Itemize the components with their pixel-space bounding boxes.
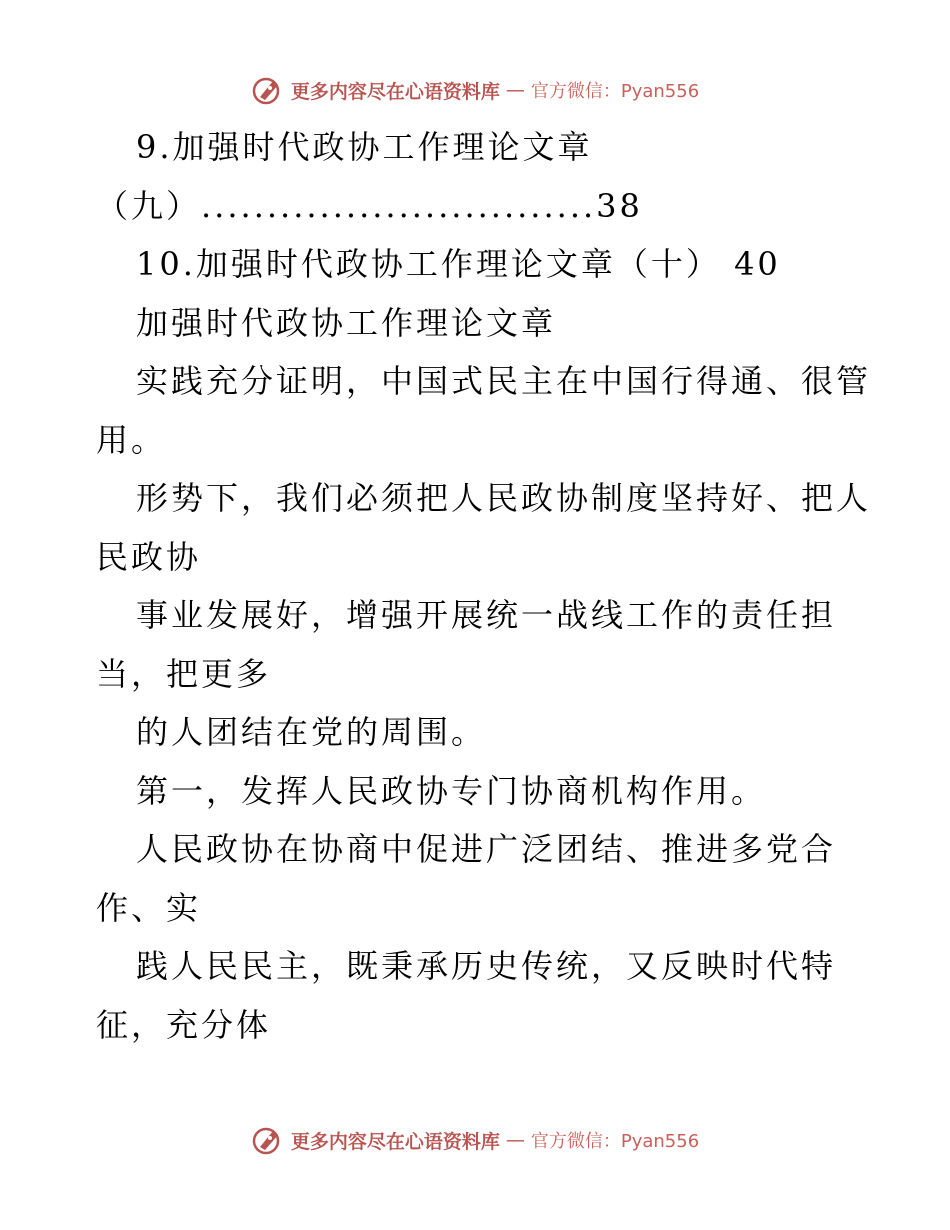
header-watermark-banner	[0, 70, 950, 110]
paragraph-line: 形势下，我们必须把人民政协制度坚持好、把人	[136, 479, 872, 517]
toc-line: （九）..............................38	[96, 186, 643, 225]
paragraph-line: 用。	[96, 420, 167, 459]
paragraph-line: 第一，发挥人民政协专门协商机构作用。	[136, 771, 767, 810]
article-title: 加强时代政协工作理论文章	[136, 303, 557, 342]
footer-watermark-banner	[0, 1120, 950, 1160]
watermark-dash: —	[505, 79, 525, 101]
watermark-wechat: 官方微信：Pyan556	[530, 1131, 700, 1152]
paragraph-line: 民政协	[96, 537, 202, 576]
paragraph-line: 征，充分体	[96, 1005, 272, 1044]
paragraph-line: 当，把更多	[96, 654, 272, 693]
watermark-text: 更多内容尽在心语资料库	[290, 80, 500, 103]
watermark-text: 更多内容尽在心语资料库	[290, 1130, 500, 1153]
document-body	[96, 118, 872, 1054]
paragraph-line: 人民政协在协商中促进广泛团结、推进多党合	[136, 830, 837, 868]
pen-nib-logo-icon	[251, 73, 285, 107]
paragraph-line: 践人民民主，既秉承历史传统，又反映时代特	[136, 947, 837, 985]
toc-line: 10.加强时代政协工作理论文章（十） 40	[136, 245, 781, 283]
toc-line: 9.加强时代政协工作理论文章	[136, 128, 593, 166]
pen-nib-logo-icon	[251, 1123, 285, 1157]
paragraph-line: 作、实	[96, 888, 202, 927]
paragraph-line: 事业发展好，增强开展统一战线工作的责任担	[136, 596, 837, 634]
paragraph-line: 的人团结在党的周围。	[136, 713, 487, 751]
paragraph-line: 实践充分证明，中国式民主在中国行得通、很管	[136, 362, 872, 400]
watermark-wechat: 官方微信：Pyan556	[530, 81, 700, 102]
watermark-dash: —	[505, 1129, 525, 1151]
